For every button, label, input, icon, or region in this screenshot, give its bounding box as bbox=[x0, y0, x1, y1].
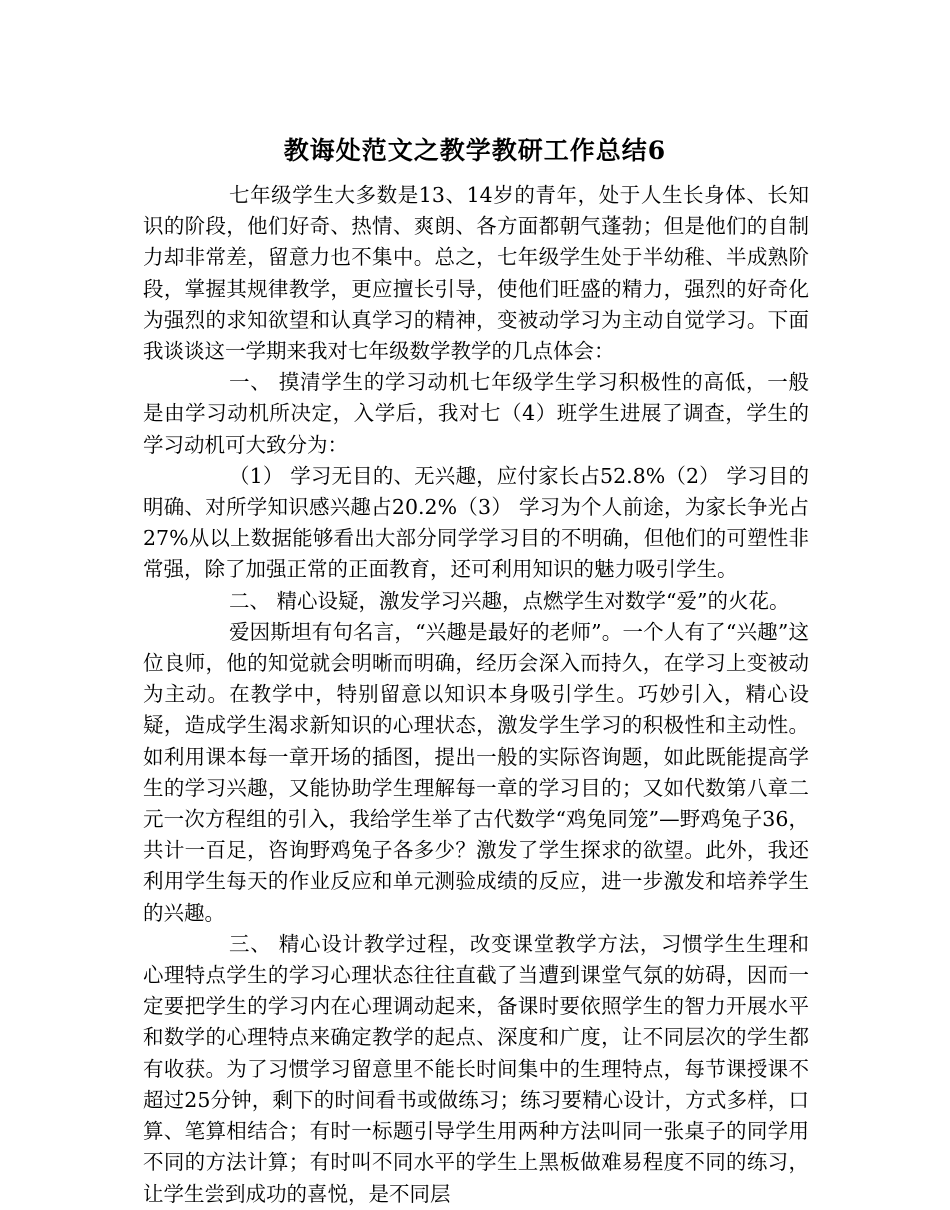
document-body bbox=[143, 180, 809, 1210]
document-title: 教诲处范文之教学教研工作总结6 bbox=[283, 136, 667, 165]
paragraph-interest: 爱因斯坦有句名言，“兴趣是最好的老师”。一个人有了“兴趣”这位良师，他的知觉就会明晰而明确，经历会深入而持久，在学习上变被动为主动。在教学中，特别留意以知识本身吸引学生。巧妙引入，精心设疑，造成学生渴求新知识的心理状态，激发学生学习的积极性和主动性。如利用课本每一章开场的插图，提出一般的实际咨询题，如此既能提高学生的学习兴趣，又能协助学生理解每一章的学习目的；又如代数第八章二元一次方程组的引入，我给学生举了古代数学“鸡兔同笼”—野鸡兔子36，共计一百足，咨询野鸡兔子各多少？激发了学生探求的欲望。此外，我还利用学生每天的作业反应和单元测验成绩的反应，进一步激发和培养学生的兴趣。 bbox=[143, 619, 809, 925]
paragraph-section-1: 一、 摸清学生的学习动机七年级学生学习积极性的高低，一般是由学习动机所决定，入学后，我对七（4）班学生进展了调查，学生的学习动机可大致分为： bbox=[143, 370, 809, 457]
paragraph-section-2: 二、 精心设疑，激发学习兴趣，点燃学生对数学“爱”的火花。 bbox=[229, 588, 790, 613]
paragraph-section-3: 三、 精心设计教学过程，改变课堂教学方法，习惯学生生理和心理特点学生的学习心理状态往往直截了当遭到课堂气氛的妨碍，因而一定要把学生的学习内在心理调动起来，备课时要依照学生的智力开展水平和数学的心理特点来确定教学的起点、深度和广度，让不同层次的学生都有收获。为了习惯学习留意里不能长时间集中的生理特点，每节课授课不超过25分钟，剩下的时间看书或做练习；练习要精心设计，方式多样，口算、笔算相结合；有时一标题引导学生用两种方法叫同一张桌子的同学用不同的方法计算；有时叫不同水平的学生上黑板做难易程度不同的练习，让学生尝到成功的喜悦，是不同层 bbox=[143, 931, 809, 1206]
paragraph-intro: 七年级学生大多数是13、14岁的青年，处于人生长身体、长知识的阶段，他们好奇、热情、爽朗、各方面都朝气蓬勃；但是他们的自制力却非常差，留意力也不集中。总之，七年级学生处于半幼稚、半成熟阶段，掌握其规律教学，更应擅长引导，使他们旺盛的精力，强烈的好奇化为强烈的求知欲望和认真学习的精神，变被动学习为主动自觉学习。下面我谈谈这一学期来我对七年级数学教学的几点体会： bbox=[143, 183, 809, 364]
paragraph-survey-results: （1） 学习无目的、无兴趣，应付家长占52.8%（2） 学习目的明确、对所学知识感兴趣占20.2%（3） 学习为个人前途，为家长争光占27%从以上数据能够看出大部分同学学习目的不明确，但他们的可塑性非常强，除了加强正常的正面教育，还可利用知识的魅力吸引学生。 bbox=[143, 463, 809, 582]
